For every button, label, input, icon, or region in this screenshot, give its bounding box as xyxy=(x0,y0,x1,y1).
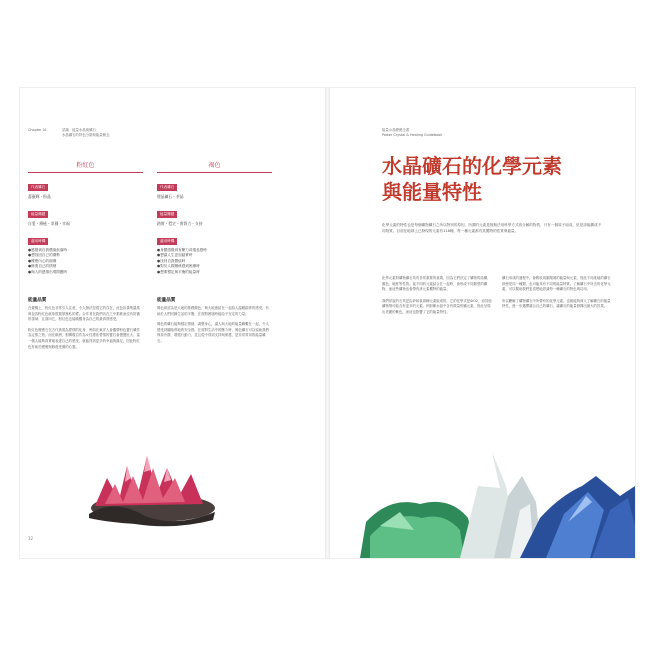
section-heading: 能量品質 xyxy=(157,298,176,304)
paragraph: 褐色的礦石能夠穩定情緒、調整身心，讓人與大地的能量聯繫在一起，令人感受到腳踏實地的安全感。在面對生活中的壓力時，褐色礦石可以協助我們保持冷靜，增強行動力，並且從中得到支持與保護，是非常實用的能量礦石。 xyxy=(157,322,269,343)
book-subtitle-header: Power Crystal & Healing Guidebook xyxy=(382,133,443,137)
bullet-item: ●想要穩定與平衡的能量時 xyxy=(157,269,200,274)
brown-column xyxy=(157,160,272,345)
paragraph: 在覺醒上，粉紅色非常引人注意，令人無法忽視它的存在，此色彩彙集溫柔與包容粉紅色就象徵寬厚無私的愛。合作者在我們內在之中柔軟而沒有防備的領域；且面向它，粉紅色也能喚醒身為自己的最真實感受。 xyxy=(28,306,140,322)
bullet-item: ●感覺到自我價值低落時 xyxy=(28,248,68,252)
brown-column-title: 褐色 xyxy=(157,160,272,173)
chapter-subtitle: 認識 能量水晶與礦石 xyxy=(62,128,96,132)
tag-value: 自愛・療癒・寧靜・幸福 xyxy=(28,221,70,226)
tag-label: 適用時機 xyxy=(157,238,177,245)
bullet-item: ●想讓人生更加踏實時 xyxy=(157,253,193,258)
paragraph: 我們常說的石英是由矽和氧兩種元素組成的，它的化學式是SiO2，而其他礦物則可能含有更多的元素。例如紫水晶中含有微量的鐵元素，因此呈現出美麗的紫色，而這也影響了它的能量特性。 xyxy=(382,298,492,314)
tag-label: 能量關鍵 xyxy=(157,211,177,218)
book-spread xyxy=(20,88,635,558)
left-page xyxy=(20,88,325,558)
book-title-header: 能量水晶療癒全書 xyxy=(382,128,410,132)
tag-value: 薔薇輝・粉晶 xyxy=(28,194,51,199)
section-heading: 能量品質 xyxy=(28,298,47,304)
bullet-item: ●與人的感情出現問題時 xyxy=(28,269,68,274)
bullet-item: ●修復自己的情緒 xyxy=(28,264,57,269)
tag-label: 代表礦石 xyxy=(157,184,177,191)
tag-label: 適用時機 xyxy=(28,238,48,245)
pink-crystal-image xyxy=(75,438,225,528)
page-number: 32 xyxy=(28,536,34,541)
bullet-list xyxy=(157,248,272,275)
chapter-header xyxy=(28,128,110,137)
chapter-label: Chapter 01 xyxy=(28,128,47,132)
pink-column xyxy=(28,160,143,350)
paragraph: 礦石形成的過程中，會吸收周圍環境的能量與元素，因此不同產地的礦石即使是同一種類，也可能具有不同的能量特質。了解礦石中所含的化學元素，可以幫助我們更清楚地認識每一種礦石的特色與功用。 xyxy=(502,276,611,292)
paragraph: 所以瞭解了礦物礦石中所帶有的化學元素，也就能夠深入了解礦石的能量特性，進一步選擇適合自己的礦石，讓礦石的能量發揮出最大的效果。 xyxy=(502,298,611,309)
paragraph: 褐色被認為是大地的基礎顏色，與大地連結在一起給人溫暖踏實的感受，有助於人們回歸生活的平衡，在面對困境時能給予安定的力量。 xyxy=(157,306,269,316)
chapter-subtitle-2: 水晶礦石的特色分類與能量概念 xyxy=(62,133,110,137)
page-title xyxy=(382,153,562,205)
body-column-1 xyxy=(382,273,492,316)
bullet-list xyxy=(28,248,143,275)
bullet-item: ●找回自我價值時 xyxy=(157,258,186,263)
title-line-1: 水晶礦石的化學元素 xyxy=(382,154,562,178)
intro-paragraph: 化學元素的特性也是每個礦物礦石之所以特別的原因，所謂的元素是指無法用科學方式再分解的物質，只有一個原子組成，但是卻能構成不同物質。目前在地球上已發現的元素有118種，每一種元素都有其獨特的性質與能量。 xyxy=(382,223,602,233)
tag-label: 能量關鍵 xyxy=(28,211,48,218)
right-page xyxy=(330,88,635,558)
bullet-item: ●療癒內心的創傷 xyxy=(28,258,57,263)
title-line-2: 與能量特性 xyxy=(382,180,482,204)
book-header xyxy=(382,128,442,138)
bullet-item: ●想找回自己的優勢 xyxy=(28,253,60,258)
tag-value: 踏實・穩定・實際力・支持 xyxy=(157,221,203,226)
bullet-item: ●對於人際關係感到困擾時 xyxy=(157,264,200,269)
tag-value: 煙晶礦石・茶晶 xyxy=(157,194,184,199)
body-column-2 xyxy=(502,273,612,310)
bullet-item: ●身體感覺到有壓力或倦怠感時 xyxy=(157,248,207,252)
paragraph: 粉紅色療癒石在古代被視為愛情的化身，例如在東洋人會攜帶粉色寶石礦作為定情之物，而在歐洲，相傳親自作為女性護佑愛情的寶石會慢慢壯大。當一個人能夠真實地表達自己的感受，就能得到更多的幸福與滿足，因此粉紅色有助於療癒與修復受傷的心靈。 xyxy=(28,327,140,349)
paragraph: 化學元素對礦物礦石具有非常重要的意義，因為它們決定了礦物的結構、顏色、硬度等性質。當不同的元素結合在一起時，會形成不同類型的礦物，而這些礦物也會帶有該元素獨特的能量。 xyxy=(382,276,491,292)
pink-column-title: 粉紅色 xyxy=(28,160,143,173)
tag-label: 代表礦石 xyxy=(28,184,48,191)
crystal-cluster-image xyxy=(360,426,635,558)
